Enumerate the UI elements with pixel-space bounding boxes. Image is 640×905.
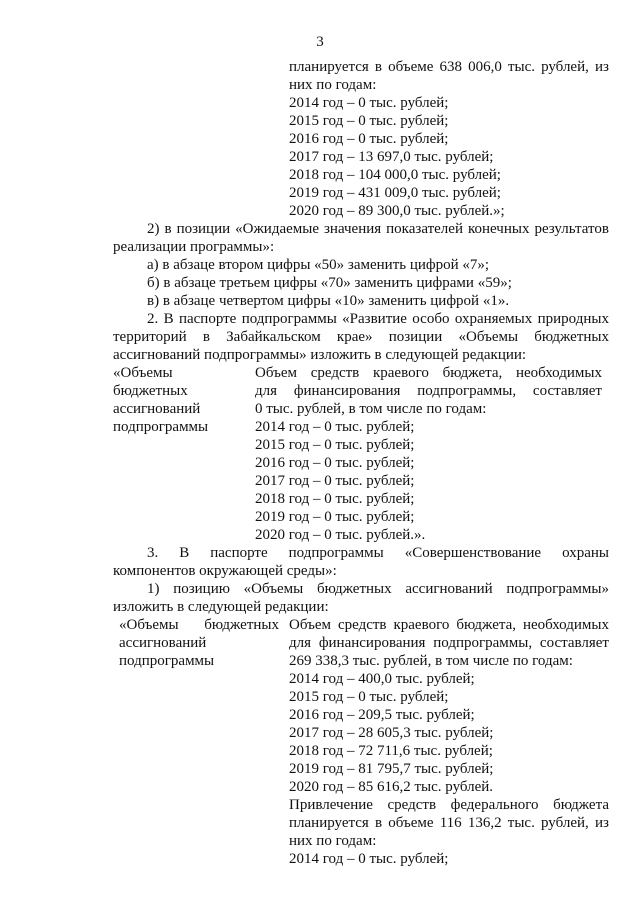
year-line: 2020 год – 0 тыс. рублей.».: [255, 527, 426, 543]
year-line: 2020 год – 85 616,2 тыс. рублей.: [289, 779, 494, 795]
year-line: 2015 год – 0 тыс. рублей;: [289, 113, 449, 129]
justified-line: 1) позицию «Объемы бюджетных ассигнований подпрограммы»: [147, 581, 609, 597]
year-line: 2018 год – 104 000,0 тыс. рублей;: [289, 167, 501, 183]
year-line: 2016 год – 0 тыс. рублей;: [289, 131, 449, 147]
justified-line: Объем средств краевого бюджета, необходимых: [289, 617, 609, 633]
year-line: 2019 год – 431 009,0 тыс. рублей;: [289, 185, 501, 201]
table-left-cell: подпрограммы: [113, 419, 209, 435]
year-line: 2019 год – 81 795,7 тыс. рублей;: [289, 761, 494, 777]
subitem-b: б) в абзаце третьем цифры «70» заменить цифрами «59»;: [147, 275, 512, 291]
year-line: 2015 год – 0 тыс. рублей;: [255, 437, 415, 453]
subitem-c: в) в абзаце четвертом цифры «10» заменить цифрой «1».: [147, 293, 510, 309]
justified-line: 2) в позиции «Ожидаемые значения показателей конечных результатов: [147, 221, 609, 237]
justified-line: для финансирования подпрограммы, составляет: [255, 383, 602, 399]
table-left-cell: ассигнований: [119, 635, 207, 651]
year-line: 2014 год – 0 тыс. рублей;: [255, 419, 415, 435]
justified-line: планируется в объеме 638 006,0 тыс. рублей, из: [289, 59, 609, 75]
text-line: компонентов окружающей среды»:: [113, 563, 337, 579]
table-left-cell: ассигнований: [113, 401, 201, 417]
justified-line: 3. В паспорте подпрограммы «Совершенствование охраны: [147, 545, 609, 561]
justified-line: для финансирования подпрограммы, составляет: [289, 635, 609, 651]
page-number: 3: [316, 34, 324, 50]
year-line: 2020 год – 89 300,0 тыс. рублей.»;: [289, 203, 505, 219]
year-line: 2014 год – 0 тыс. рублей;: [289, 95, 449, 111]
table-left-cell: подпрограммы: [119, 653, 215, 669]
text-line: ассигнований подпрограммы» изложить в следующей редакции:: [113, 347, 527, 363]
text-line: реализации программы»:: [113, 239, 275, 255]
subitem-a: а) в абзаце втором цифры «50» заменить цифрой «7»;: [147, 257, 490, 273]
year-line: 2017 год – 28 605,3 тыс. рублей;: [289, 725, 494, 741]
justified-line: территорий в Забайкальском крае» позиции «Объемы бюджетных: [113, 329, 609, 345]
text-line: изложить в следующей редакции:: [113, 599, 329, 615]
justified-line: планируется в объеме 116 136,2 тыс. рублей, из: [289, 815, 609, 831]
justified-line: 2. В паспорте подпрограммы «Развитие особо охраняемых природных: [147, 311, 609, 327]
year-line: 2019 год – 0 тыс. рублей;: [255, 509, 415, 525]
justified-line: Объем средств краевого бюджета, необходимых: [255, 365, 602, 381]
year-line: 2018 год – 72 711,6 тыс. рублей;: [289, 743, 493, 759]
justified-line: Привлечение средств федерального бюджета: [289, 797, 609, 813]
year-line: 2014 год – 0 тыс. рублей;: [289, 851, 449, 867]
table-left-cell: «Объемы бюджетных: [119, 617, 279, 633]
year-line: 2016 год – 0 тыс. рублей;: [255, 455, 415, 471]
year-line: 2018 год – 0 тыс. рублей;: [255, 491, 415, 507]
text-line: них по годам:: [289, 77, 377, 93]
year-line: 2015 год – 0 тыс. рублей;: [289, 689, 449, 705]
table-left-cell: бюджетных: [113, 383, 188, 399]
text-line: 0 тыс. рублей, в том числе по годам:: [255, 401, 487, 417]
text-line: 269 338,3 тыс. рублей, в том числе по годам:: [289, 653, 573, 669]
table-left-cell: «Объемы: [113, 365, 173, 381]
text-line: них по годам:: [289, 833, 377, 849]
year-line: 2017 год – 13 697,0 тыс. рублей;: [289, 149, 494, 165]
year-line: 2016 год – 209,5 тыс. рублей;: [289, 707, 475, 723]
year-line: 2017 год – 0 тыс. рублей;: [255, 473, 415, 489]
year-line: 2014 год – 400,0 тыс. рублей;: [289, 671, 475, 687]
